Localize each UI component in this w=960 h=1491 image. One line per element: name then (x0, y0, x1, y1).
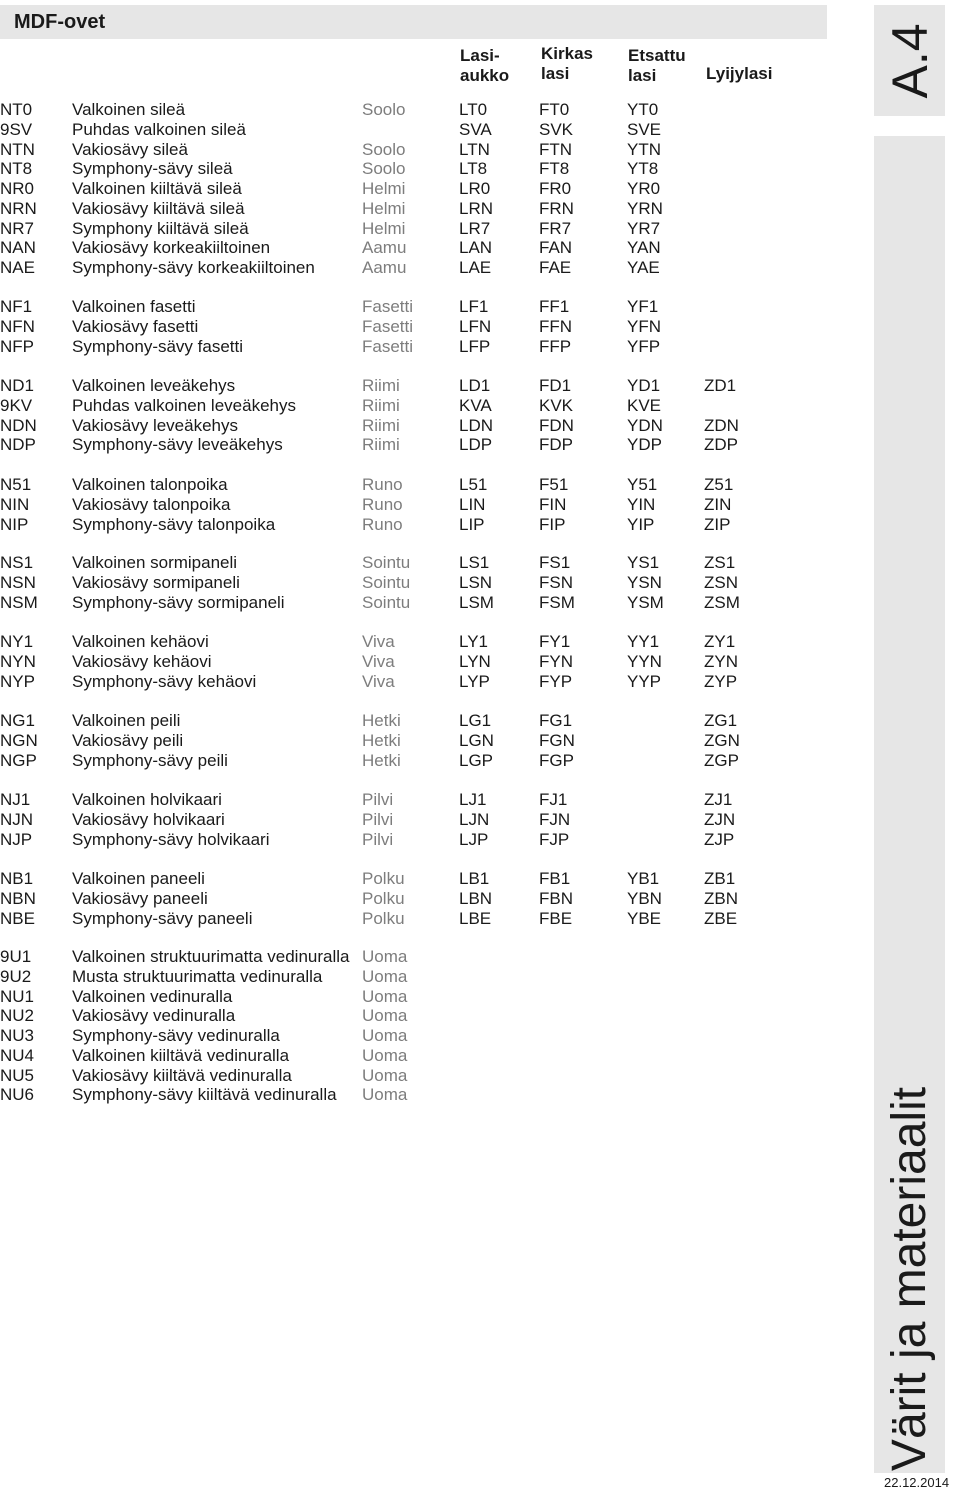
door-model: Uoma (362, 1006, 408, 1026)
lasiaukko-code: LIN (459, 494, 486, 514)
lyijylasi-code: ZYN (704, 651, 738, 671)
product-code: ND1 (0, 376, 35, 395)
door-model: Viva (362, 671, 395, 691)
product-code: NU4 (0, 1045, 35, 1065)
product-name: Vakiosävy holvikaari (72, 809, 225, 829)
kirkas-lasi-code: FSM (539, 592, 575, 612)
lasiaukko-code: SVA (459, 119, 492, 139)
product-name: Vakiosävy korkeakiiltoinen (72, 238, 271, 258)
document-date: 22.12.2014 (884, 1475, 950, 1490)
product-name: Symphony-sävy kiiltävä vedinuralla (72, 1085, 337, 1105)
kirkas-lasi-code: FGN (539, 730, 575, 750)
lyijylasi-code: ZSN (704, 572, 738, 592)
product-name: Vakiosävy peili (72, 730, 184, 750)
section-code: A.4 (882, 23, 938, 99)
kirkas-lasi-code: FR0 (539, 179, 572, 198)
lasiaukko-code: LYN (459, 651, 491, 671)
door-model: Soolo (362, 139, 406, 159)
product-code: NSM (0, 592, 38, 612)
door-model: Hetki (362, 711, 401, 730)
lasiaukko-code: LSM (459, 592, 494, 612)
product-name: Vakiosävy paneeli (72, 888, 208, 908)
product-code: NB1 (0, 869, 34, 888)
lasiaukko-code: LS1 (459, 553, 490, 572)
lasiaukko-code: LB1 (459, 869, 490, 888)
kirkas-lasi-code: FG1 (539, 711, 573, 730)
etsattu-lasi-code: YAE (627, 258, 660, 277)
lasiaukko-code: LJN (459, 809, 490, 829)
door-model: Viva (362, 651, 395, 671)
door-model: Fasetti (362, 316, 414, 336)
kirkas-lasi-code: FAN (539, 238, 573, 258)
door-model: Sointu (362, 572, 411, 592)
kirkas-lasi-code: SVK (539, 119, 574, 139)
product-code: NT0 (0, 100, 33, 119)
product-code: NIN (0, 494, 30, 514)
lyijylasi-code: ZBE (704, 908, 738, 928)
product-name: Symphony-sävy vedinuralla (72, 1026, 280, 1045)
door-model: Uoma (362, 1026, 408, 1045)
kirkas-lasi-code: FS1 (539, 553, 571, 572)
door-model: Runo (362, 494, 403, 514)
etsattu-lasi-code: YT0 (627, 100, 659, 119)
kirkas-lasi-code: FRN (539, 198, 574, 218)
kirkas-lasi-code: FJ1 (539, 790, 568, 809)
product-name: Valkoinen sileä (72, 100, 186, 119)
kirkas-lasi-code: FYN (539, 651, 573, 671)
product-code: NAN (0, 238, 36, 258)
kirkas-lasi-code: FAE (539, 258, 572, 277)
door-model: Uoma (362, 986, 408, 1006)
product-code: NU1 (0, 986, 35, 1006)
door-model: Uoma (362, 1045, 408, 1065)
etsattu-lasi-code: YY1 (627, 632, 660, 651)
lyijylasi-code: Z51 (704, 475, 734, 494)
kirkas-lasi-code: FJN (539, 809, 571, 829)
lasiaukko-code: LDP (459, 435, 493, 455)
product-name: Symphony-sävy peili (72, 750, 228, 770)
product-name: Vakiosävy kiiltävä sileä (72, 198, 245, 218)
product-code: NY1 (0, 632, 34, 651)
product-name: Valkoinen paneeli (72, 869, 205, 888)
door-model: Fasetti (362, 297, 414, 316)
lasiaukko-code: LT8 (459, 159, 488, 179)
product-code: NU2 (0, 1006, 35, 1026)
lasiaukko-code: LG1 (459, 711, 492, 730)
lyijylasi-code: ZD1 (704, 376, 737, 395)
lasiaukko-code: LJP (459, 829, 489, 849)
lasiaukko-code: LRN (459, 198, 494, 218)
product-name: Valkoinen sormipaneli (72, 553, 238, 572)
lasiaukko-code: LGP (459, 750, 494, 770)
product-code: NYN (0, 651, 36, 671)
etsattu-lasi-code: YFP (627, 336, 661, 356)
lasiaukko-code: LR0 (459, 179, 491, 198)
door-model: Fasetti (362, 336, 414, 356)
lyijylasi-code: ZY1 (704, 632, 736, 651)
product-code: NGN (0, 730, 38, 750)
product-code: NIP (0, 514, 29, 534)
header-etsattu-lasi: Etsattu lasi (628, 46, 686, 85)
door-model: Helmi (362, 198, 406, 218)
product-name: Symphony-sävy sileä (72, 159, 233, 179)
door-model: Aamu (362, 258, 407, 277)
kirkas-lasi-code: FTN (539, 139, 573, 159)
kirkas-lasi-code: FY1 (539, 632, 571, 651)
etsattu-lasi-code: YDP (627, 435, 662, 455)
lasiaukko-code: L51 (459, 475, 488, 494)
door-model: Viva (362, 632, 395, 651)
product-code: NG1 (0, 711, 35, 730)
lasiaukko-code: LY1 (459, 632, 488, 651)
product-name: Vakiosävy talonpoika (72, 494, 231, 514)
header-lasiaukko: Lasi- aukko (460, 46, 510, 85)
door-model: Polku (362, 869, 405, 888)
kirkas-lasi-code: FB1 (539, 869, 571, 888)
lasiaukko-code: LAE (459, 258, 492, 277)
etsattu-lasi-code: YB1 (627, 869, 660, 888)
kirkas-lasi-code: FD1 (539, 376, 572, 395)
product-name: Valkoinen kehäovi (72, 632, 209, 651)
lyijylasi-code: ZDP (704, 435, 738, 455)
lasiaukko-code: LFN (459, 316, 492, 336)
lasiaukko-code: LTN (459, 139, 490, 159)
etsattu-lasi-code: YD1 (627, 376, 661, 395)
door-model: Runo (362, 514, 403, 534)
product-name: Vakiosävy fasetti (72, 316, 199, 336)
door-model: Polku (362, 888, 405, 908)
product-code: NF1 (0, 297, 33, 316)
product-code: NDN (0, 415, 37, 435)
door-model: Hetki (362, 730, 401, 750)
kirkas-lasi-code: FIP (539, 514, 566, 534)
product-name: Valkoinen fasetti (72, 297, 196, 316)
lyijylasi-code: ZYP (704, 671, 738, 691)
product-name: Valkoinen peili (72, 711, 181, 730)
door-model: Soolo (362, 100, 406, 119)
product-name: Valkoinen leveäkehys (72, 376, 236, 395)
door-model: Hetki (362, 750, 401, 770)
product-code: NT8 (0, 159, 33, 179)
product-code: NU5 (0, 1065, 35, 1085)
etsattu-lasi-code: YBN (627, 888, 662, 908)
header-kirkas-lasi: Kirkas lasi (541, 44, 593, 83)
kirkas-lasi-code: FT0 (539, 100, 570, 119)
lasiaukko-code: LAN (459, 238, 493, 258)
lasiaukko-code: LF1 (459, 297, 489, 316)
etsattu-lasi-code: YR0 (627, 179, 661, 198)
etsattu-lasi-code: YAN (627, 238, 661, 258)
product-name: Symphony-sävy fasetti (72, 336, 244, 356)
etsattu-lasi-code: YRN (627, 198, 663, 218)
kirkas-lasi-code: FBE (539, 908, 573, 928)
kirkas-lasi-code: FFN (539, 316, 573, 336)
lasiaukko-code: LR7 (459, 218, 491, 238)
product-name: Valkoinen holvikaari (72, 790, 222, 809)
door-model: Sointu (362, 553, 411, 572)
door-model: Riimi (362, 435, 400, 455)
product-name: Valkoinen vedinuralla (72, 986, 233, 1006)
product-name: Valkoinen kiiltävä sileä (72, 179, 242, 198)
product-code: NFP (0, 336, 34, 356)
lasiaukko-code: KVA (459, 395, 492, 415)
door-model: Uoma (362, 1085, 408, 1105)
product-name: Valkoinen struktuurimatta vedinuralla (72, 947, 350, 966)
lyijylasi-code: ZGP (704, 750, 739, 770)
lasiaukko-code: LSN (459, 572, 493, 592)
header-lyijylasi: Lyijylasi (706, 64, 773, 83)
product-code: N51 (0, 475, 32, 494)
lyijylasi-code: ZIP (704, 514, 731, 534)
product-name: Symphony-sävy korkeakiiltoinen (72, 258, 315, 277)
door-model: Uoma (362, 1065, 408, 1085)
door-model: Riimi (362, 395, 400, 415)
kirkas-lasi-code: FDP (539, 435, 573, 455)
lyijylasi-code: ZIN (704, 494, 732, 514)
etsattu-lasi-code: YYN (627, 651, 662, 671)
etsattu-lasi-code: YSN (627, 572, 662, 592)
lyijylasi-code: ZJ1 (704, 790, 733, 809)
door-model: Helmi (362, 179, 406, 198)
kirkas-lasi-code: KVK (539, 395, 574, 415)
title-bar (0, 5, 827, 39)
lasiaukko-code: LBE (459, 908, 492, 928)
etsattu-lasi-code: YYP (627, 671, 662, 691)
product-code: NR0 (0, 179, 35, 198)
etsattu-lasi-code: YSM (627, 592, 664, 612)
product-code: NSN (0, 572, 36, 592)
product-code: NS1 (0, 553, 34, 572)
kirkas-lasi-code: F51 (539, 475, 569, 494)
door-model: Pilvi (362, 809, 394, 829)
product-name: Vakiosävy sileä (72, 139, 188, 159)
kirkas-lasi-code: FYP (539, 671, 573, 691)
lyijylasi-code: ZS1 (704, 553, 736, 572)
product-code: NTN (0, 139, 35, 159)
product-code: NYP (0, 671, 35, 691)
kirkas-lasi-code: FJP (539, 829, 570, 849)
door-model: Riimi (362, 376, 400, 395)
etsattu-lasi-code: YT8 (627, 159, 659, 179)
product-name: Symphony-sävy talonpoika (72, 514, 276, 534)
lyijylasi-code: ZJP (704, 829, 735, 849)
kirkas-lasi-code: FSN (539, 572, 573, 592)
lasiaukko-code: LIP (459, 514, 485, 534)
product-name: Puhdas valkoinen sileä (72, 119, 246, 139)
section-title-tab (874, 136, 945, 1473)
etsattu-lasi-code: YF1 (627, 297, 659, 316)
etsattu-lasi-code: YR7 (627, 218, 661, 238)
lasiaukko-code: LGN (459, 730, 494, 750)
product-name: Vakiosävy kiiltävä vedinuralla (72, 1065, 292, 1085)
product-name: Symphony kiiltävä sileä (72, 218, 249, 238)
kirkas-lasi-code: FFP (539, 336, 572, 356)
door-model: Riimi (362, 415, 400, 435)
product-name: Vakiosävy kehäovi (72, 651, 212, 671)
door-model: Uoma (362, 966, 408, 986)
kirkas-lasi-code: FBN (539, 888, 573, 908)
product-name: Vakiosävy vedinuralla (72, 1006, 236, 1026)
door-model: Polku (362, 908, 405, 928)
lasiaukko-code: LFP (459, 336, 491, 356)
product-name: Puhdas valkoinen leveäkehys (72, 395, 296, 415)
product-code: NFN (0, 316, 35, 336)
kirkas-lasi-code: FR7 (539, 218, 572, 238)
lasiaukko-code: LDN (459, 415, 494, 435)
product-code: NU3 (0, 1026, 35, 1045)
etsattu-lasi-code: YBE (627, 908, 662, 928)
product-code: NU6 (0, 1085, 35, 1105)
product-code: NRN (0, 198, 37, 218)
product-name: Valkoinen talonpoika (72, 475, 228, 494)
lasiaukko-code: LBN (459, 888, 493, 908)
section-code-tab (874, 5, 945, 116)
lyijylasi-code: ZB1 (704, 869, 736, 888)
etsattu-lasi-code: SVE (627, 119, 662, 139)
product-code: NBN (0, 888, 36, 908)
door-model: Runo (362, 475, 403, 494)
kirkas-lasi-code: FIN (539, 494, 567, 514)
product-code: NJP (0, 829, 33, 849)
lasiaukko-code: LD1 (459, 376, 491, 395)
lyijylasi-code: ZBN (704, 888, 738, 908)
product-name: Symphony-sävy kehäovi (72, 671, 257, 691)
product-code: NBE (0, 908, 35, 928)
section-title: Värit ja materiaalit (883, 1086, 936, 1472)
door-model: Pilvi (362, 829, 394, 849)
product-code: NAE (0, 258, 35, 277)
product-code: NGP (0, 750, 37, 770)
etsattu-lasi-code: YS1 (627, 553, 660, 572)
product-code: NR7 (0, 218, 35, 238)
kirkas-lasi-code: FDN (539, 415, 574, 435)
etsattu-lasi-code: Y51 (627, 475, 658, 494)
product-name: Valkoinen kiiltävä vedinuralla (72, 1045, 290, 1065)
door-model: Soolo (362, 159, 406, 179)
lasiaukko-code: LT0 (459, 100, 488, 119)
door-model: Aamu (362, 238, 407, 258)
product-name: Vakiosävy leveäkehys (72, 415, 238, 435)
product-code: NDP (0, 435, 36, 455)
etsattu-lasi-code: YIP (627, 514, 655, 534)
product-code: 9SV (0, 119, 33, 139)
etsattu-lasi-code: YDN (627, 415, 663, 435)
etsattu-lasi-code: YIN (627, 494, 656, 514)
lyijylasi-code: ZJN (704, 809, 736, 829)
lyijylasi-code: ZG1 (704, 711, 738, 730)
product-name: Symphony-sävy sormipaneli (72, 592, 285, 612)
lasiaukko-code: LYP (459, 671, 490, 691)
door-model: Pilvi (362, 790, 394, 809)
door-model: Helmi (362, 218, 406, 238)
door-model: Uoma (362, 947, 408, 966)
product-name: Symphony-sävy paneeli (72, 908, 253, 928)
lyijylasi-code: ZSM (704, 592, 740, 612)
etsattu-lasi-code: YTN (627, 139, 661, 159)
product-name: Vakiosävy sormipaneli (72, 572, 240, 592)
lasiaukko-code: LJ1 (459, 790, 487, 809)
product-name: Symphony-sävy holvikaari (72, 829, 270, 849)
kirkas-lasi-code: FGP (539, 750, 574, 770)
product-name: Symphony-sävy leveäkehys (72, 435, 283, 455)
lyijylasi-code: ZDN (704, 415, 739, 435)
product-code: 9KV (0, 395, 33, 415)
product-code: NJN (0, 809, 34, 829)
lyijylasi-code: ZGN (704, 730, 740, 750)
product-code: NJ1 (0, 790, 31, 809)
product-code: 9U1 (0, 947, 32, 966)
kirkas-lasi-code: FT8 (539, 159, 570, 179)
etsattu-lasi-code: YFN (627, 316, 661, 336)
page-title: MDF-ovet (14, 11, 106, 33)
kirkas-lasi-code: FF1 (539, 297, 570, 316)
product-name: Musta struktuurimatta vedinuralla (72, 966, 323, 986)
etsattu-lasi-code: KVE (627, 395, 662, 415)
product-code: 9U2 (0, 966, 32, 986)
door-model: Sointu (362, 592, 411, 612)
